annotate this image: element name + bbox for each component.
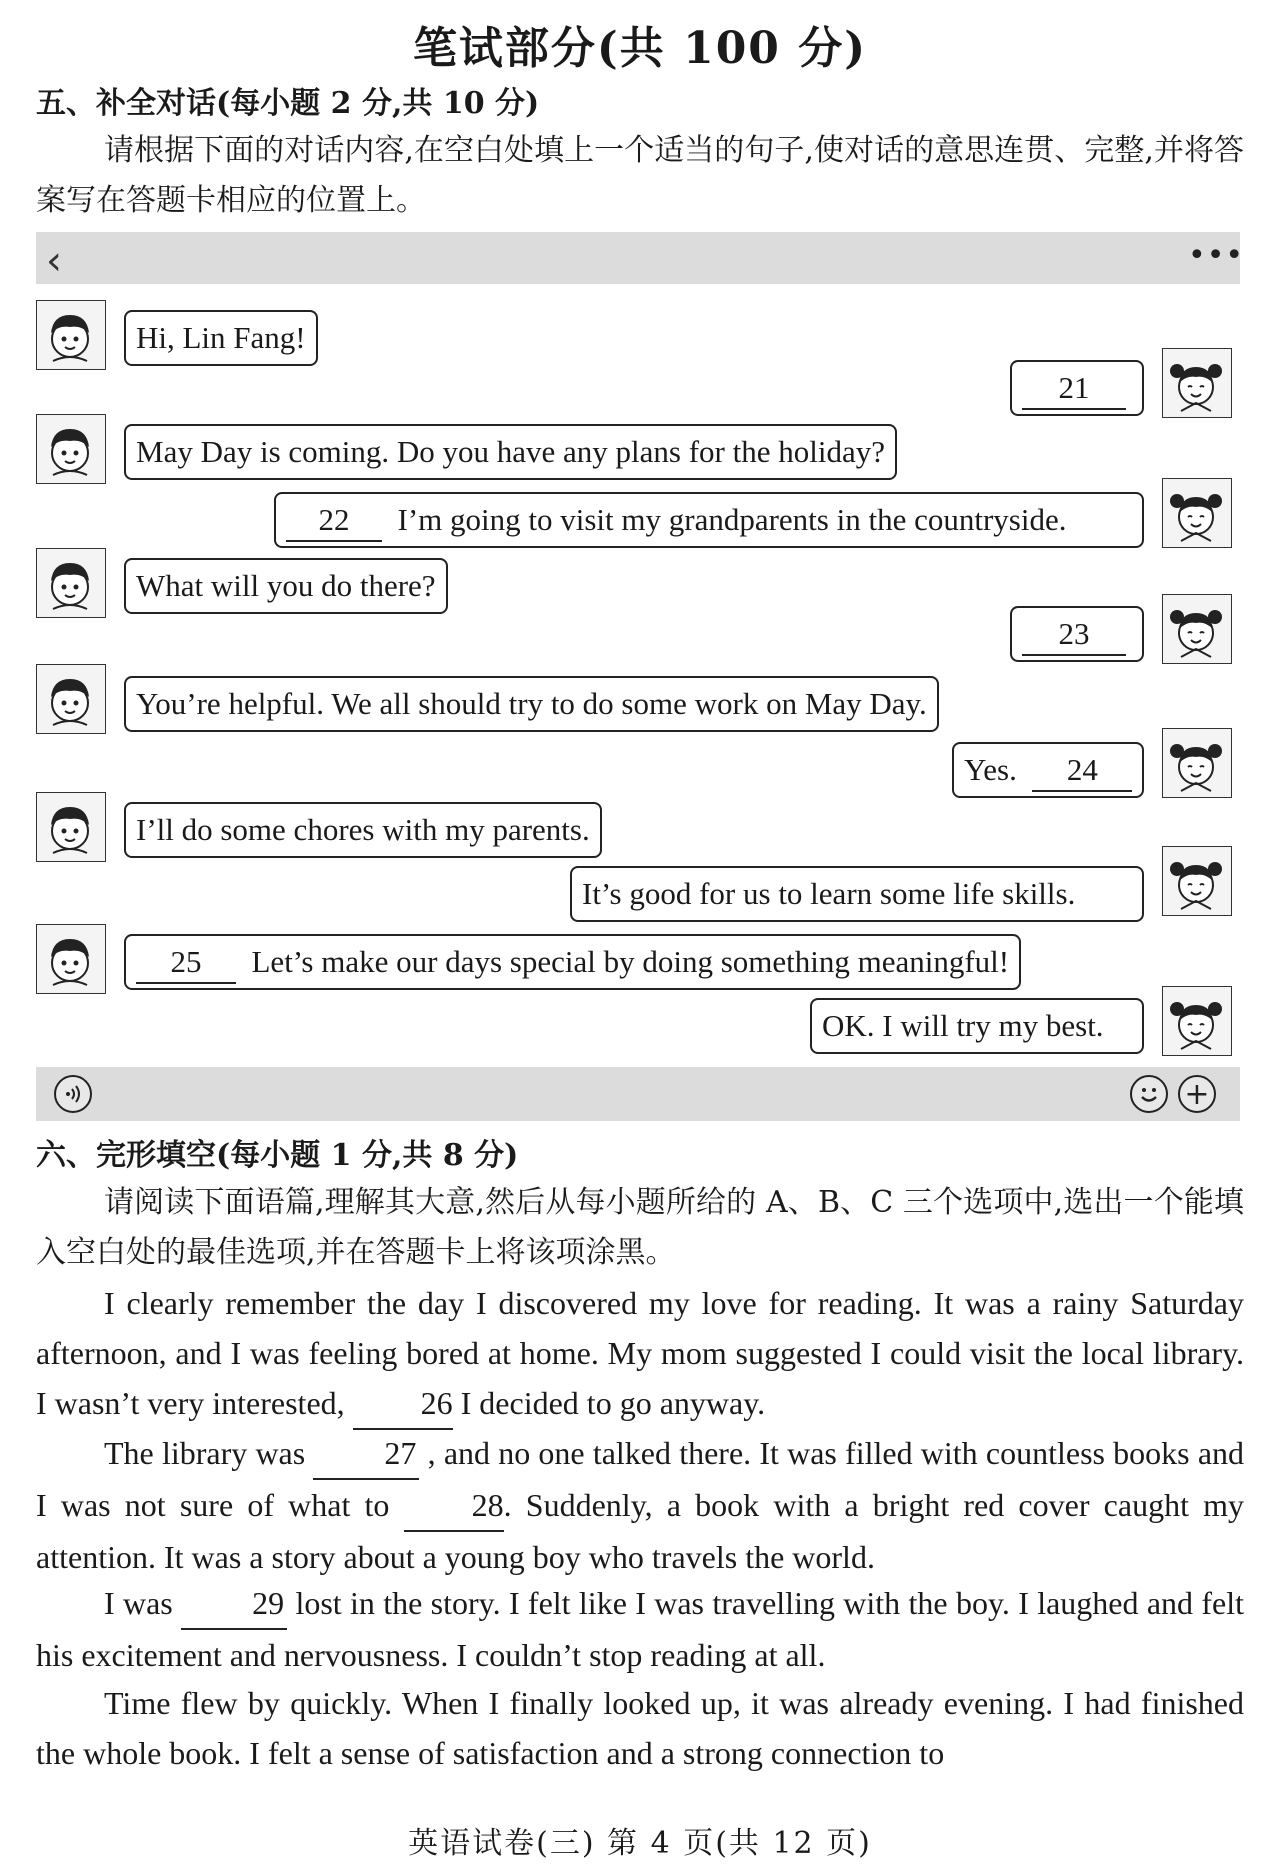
blank-27: 27 — [313, 1428, 419, 1480]
chat-bubble-boy — [124, 802, 602, 858]
chat-bubble-boy — [124, 424, 897, 480]
chevron-left-icon[interactable]: ‹ — [46, 238, 62, 284]
message-text: I’m going to visit my grandparents in the countryside. — [397, 502, 1067, 537]
girl-avatar — [1162, 478, 1232, 548]
girl-avatar — [1162, 348, 1232, 418]
chat-input-bar — [36, 1067, 1240, 1121]
girl-avatar — [1162, 986, 1232, 1056]
passage-paragraph-1: I clearly remember the day I discovered my love for reading. It was a rainy Saturday afternoon, and I was feeling bored at home. My mom suggested I could visit the local library. I wasn’t very interested, 26 I decided to go anyway. — [36, 1278, 1244, 1430]
smiley-icon[interactable] — [1130, 1075, 1168, 1113]
boy-avatar — [36, 300, 106, 370]
boy-avatar — [36, 792, 106, 862]
message-text: OK. I will try my best. — [822, 1008, 1104, 1043]
more-dots-icon[interactable]: ••• — [1188, 238, 1245, 273]
section5-instructions: 请根据下面的对话内容,在空白处填上一个适当的句子,使对话的意思连贯、完整,并将答案写在答题卡相应的位置上。 — [36, 133, 1244, 218]
message-text: What will you do there? — [136, 568, 436, 603]
passage-paragraph-4: Time flew by quickly. When I finally looked up, it was already evening. I had finished the whole book. I felt a sense of satisfaction and a strong connection to — [36, 1685, 1244, 1771]
chat-bubble-boy — [124, 934, 1021, 990]
chat-top-bar — [36, 232, 1240, 284]
chat-bubble-girl — [570, 866, 1144, 922]
message-text: You’re helpful. We all should try to do some work on May Day. — [136, 686, 927, 721]
boy-avatar — [36, 664, 106, 734]
message-text: May Day is coming. Do you have any plans for the holiday? — [136, 434, 885, 469]
blank-21: 21 — [1022, 368, 1126, 410]
girl-avatar — [1162, 594, 1232, 664]
blank-29: 29 — [181, 1578, 287, 1630]
chat-bubble-boy — [124, 310, 318, 366]
girl-avatar — [1162, 846, 1232, 916]
girl-avatar — [1162, 728, 1232, 798]
message-text: I’ll do some chores with my parents. — [136, 812, 590, 847]
blank-26: 26 — [353, 1378, 453, 1430]
chat-bubble-boy — [124, 676, 939, 732]
section6-instructions: 请阅读下面语篇,理解其大意,然后从每小题所给的 A、B、C 三个选项中,选出一个能填入空白处的最佳选项,并在答题卡上将该项涂黑。 — [36, 1185, 1244, 1270]
boy-avatar — [36, 548, 106, 618]
passage-paragraph-2: The library was 27 , and no one talked there. It was filled with countless books and I was not sure of what to 28. Suddenly, a book with a bright red cover caught my attention. It was a story about a young boy who travels the world. — [36, 1428, 1244, 1582]
section6-heading: 六、完形填空(每小题 1 分,共 8 分) — [36, 1138, 519, 1173]
blank-23: 23 — [1022, 614, 1126, 656]
blank-22: 22 — [286, 500, 382, 542]
message-text: Hi, Lin Fang! — [136, 320, 306, 355]
message-text: It’s good for us to learn some life skills. — [582, 876, 1076, 911]
chat-bubble-girl — [952, 742, 1144, 798]
boy-avatar — [36, 924, 106, 994]
page-title: 笔试部分(共 100 分) — [412, 23, 868, 74]
plus-icon[interactable]: + — [1178, 1075, 1216, 1113]
chat-bubble-girl — [810, 998, 1144, 1054]
chat-bubble-girl — [1010, 360, 1144, 416]
chat-bubble-girl — [1010, 606, 1144, 662]
boy-avatar — [36, 414, 106, 484]
section5-heading: 五、补全对话(每小题 2 分,共 10 分) — [36, 86, 540, 121]
message-text: Let’s make our days special by doing something meaningful! — [251, 944, 1010, 979]
blank-25: 25 — [136, 942, 236, 984]
voice-icon[interactable] — [54, 1075, 92, 1113]
chat-bubble-girl — [274, 492, 1144, 548]
message-text: Yes. — [964, 752, 1017, 787]
blank-24: 24 — [1032, 750, 1132, 792]
blank-28: 28 — [404, 1480, 504, 1532]
page-footer: 英语试卷(三) 第 4 页(共 12 页) — [408, 1826, 872, 1861]
chat-bubble-boy — [124, 558, 448, 614]
passage-paragraph-3: I was 29 lost in the story. I felt like I was travelling with the boy. I laughed and felt his excitement and nervousness. I couldn’t stop reading at all. — [36, 1578, 1244, 1680]
